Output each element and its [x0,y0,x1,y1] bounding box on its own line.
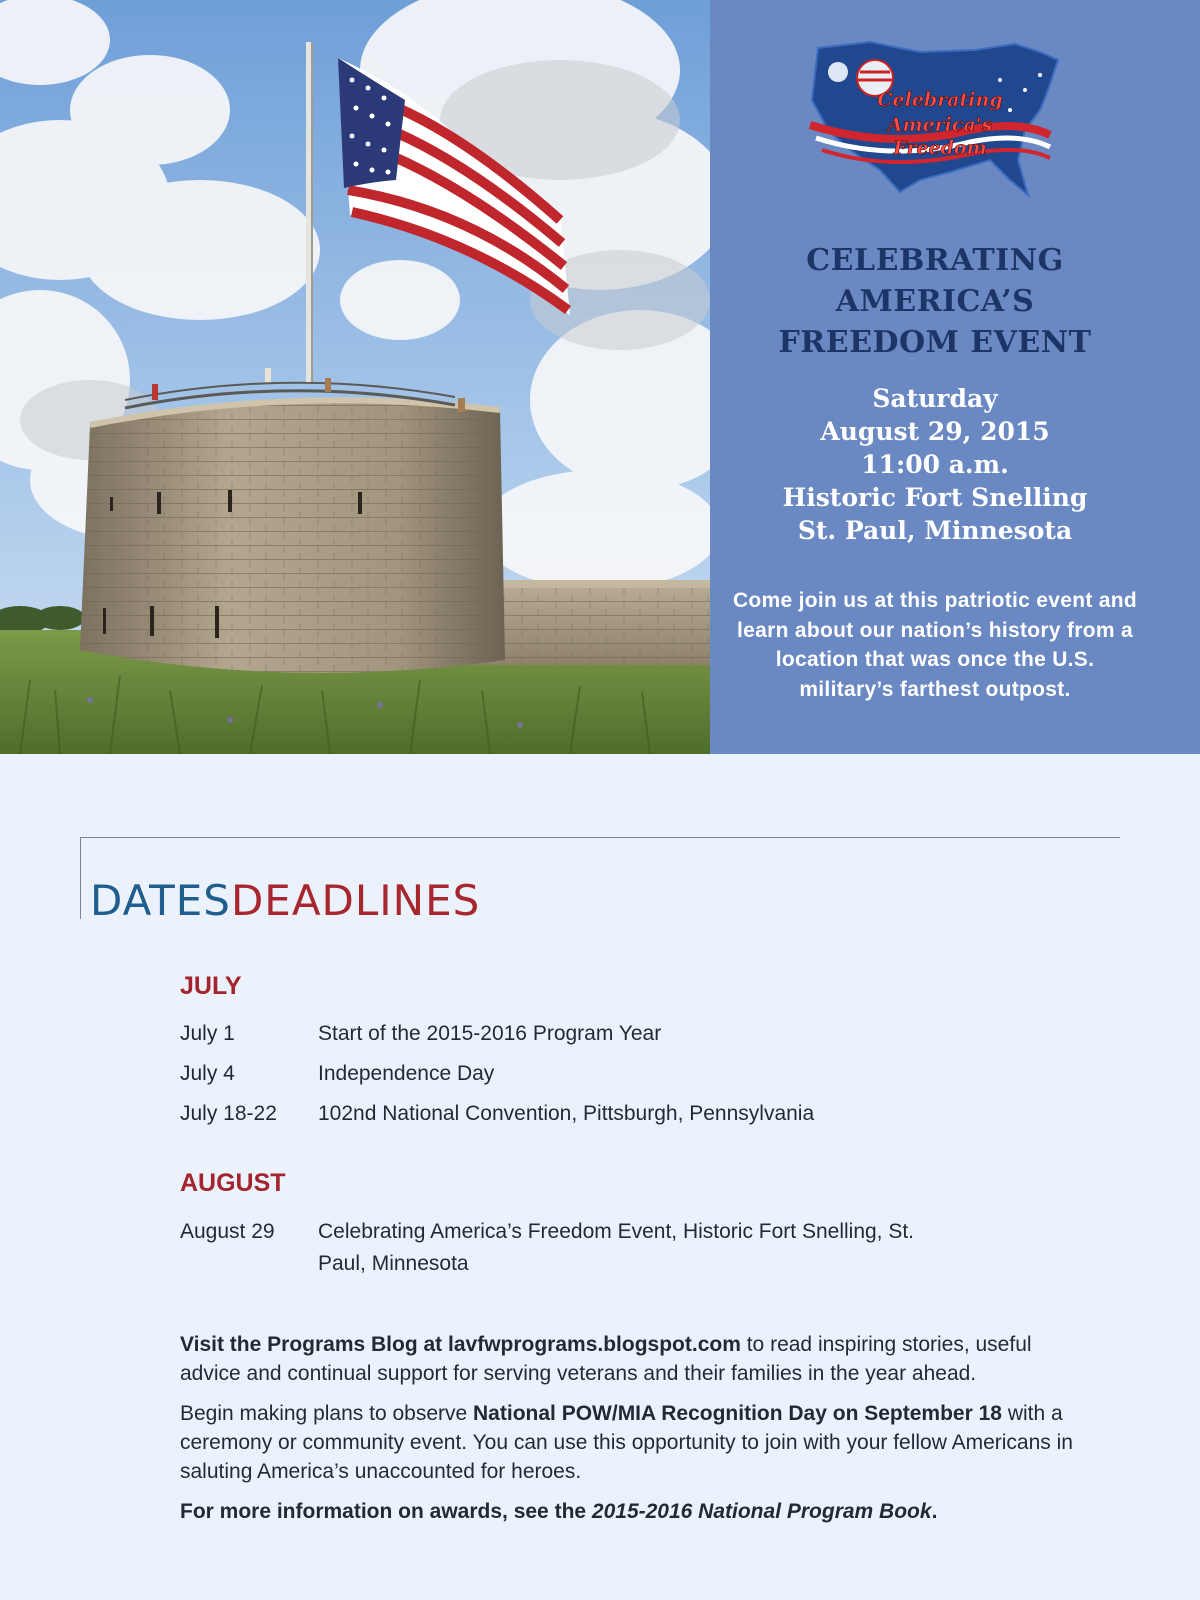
entry-event: Independence Day [318,1062,495,1085]
awards-text: For more information on awards, see the [180,1500,592,1523]
event-title [710,240,1160,363]
pow-mia-text: with a ceremony or community event. You can use this opportunity to join with your fellow Americans in saluting America’s unaccounted for heroes. [180,1402,1073,1483]
logo-line1: Celebrating [877,89,1003,111]
section-divider-vertical [80,837,81,919]
heading-deadlines: DEADLINES [230,876,481,925]
event-panel [710,0,1200,754]
event-title-line: CELEBRATING [806,243,1064,278]
blog-paragraph-text: to read inspiring stories, useful advice and continual support for serving veterans and their families in the year ahead. [180,1333,1032,1385]
blog-link-text: Visit the Programs Blog at lavfwprograms.blogspot.com [180,1333,741,1356]
awards-period: . [931,1500,938,1523]
month-heading-august: AUGUST [180,1169,286,1197]
event-title-line: AMERICA’S [835,284,1035,319]
entry-event: 102nd National Convention, Pittsburgh, Pennsylvania [318,1102,815,1125]
event-city: St. Paul, Minnesota [797,516,1073,545]
event-time: 11:00 a.m. [861,450,1009,479]
entry-date: July 4 [180,1062,235,1085]
blog-paragraph [180,1330,1080,1388]
entry-event: Celebrating America’s Freedom Event, Historic Fort Snelling, St. Paul, Minnesota [318,1220,915,1275]
event-title-line: FREEDOM EVENT [778,325,1092,360]
logo-line3: Freedom [893,137,987,159]
pow-mia-day: National POW/MIA Recognition Day on September 18 [473,1402,1002,1425]
heading-dates: DATES [90,876,231,925]
logo-line2: America's [887,114,993,136]
entry-event: Start of the 2015-2016 Program Year [318,1022,662,1045]
entry-date: July 18-22 [180,1102,277,1125]
section-divider [80,837,1120,838]
awards-paragraph [180,1497,1080,1526]
program-book-title: 2015-2016 National Program Book [591,1500,932,1523]
event-date: August 29, 2015 [820,417,1050,446]
pow-mia-intro: Begin making plans to observe [180,1402,474,1425]
entry-date: August 29 [180,1220,275,1243]
event-details [710,382,1160,547]
month-heading-july: JULY [180,972,242,1000]
fort-snelling-photo [0,0,710,754]
event-description: Come join us at this patriotic event and learn about our nation’s history from a location that was once the U.S. military’s farthest outpost. [732,589,1138,701]
entry-date: July 1 [180,1022,235,1045]
event-day: Saturday [872,384,998,413]
dates-deadlines-heading [90,876,480,926]
pow-mia-paragraph [180,1399,1080,1486]
event-venue: Historic Fort Snelling [782,483,1088,512]
celebrating-americas-freedom-logo [800,30,1075,205]
